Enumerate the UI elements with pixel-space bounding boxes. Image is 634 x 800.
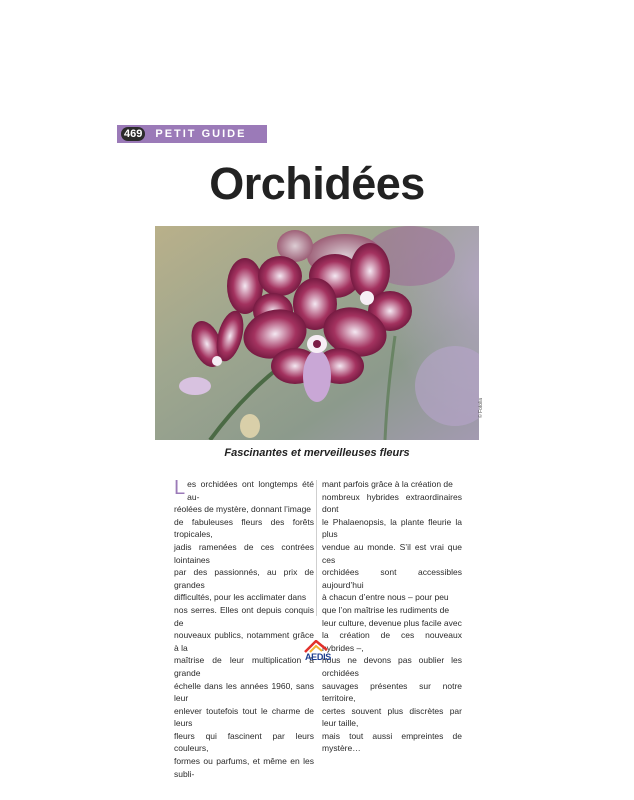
col1-line: jadis ramenées de ces contrées lointaines (174, 541, 314, 565)
col2-line: mant parfois grâce à la création de (322, 479, 453, 489)
col1-line: enlever toutefois tout le charme de leurs (174, 705, 314, 729)
col1-line: réolées de mystère, donnant l’image (174, 504, 312, 515)
page-title: Orchidées (209, 158, 425, 209)
col1-line: formes ou parfums, et même en les subli- (174, 756, 314, 779)
col2-line: à chacun d’entre nous – pour peu (322, 592, 449, 603)
col2-line: orchidées sont accessibles aujourd’hui (322, 567, 462, 590)
col2-line: nombreux hybrides extraordinaires dont (322, 491, 462, 515)
col2-line: la création de ces nouveaux hybrides –, (322, 630, 462, 653)
col1-line: difficultés, pour les acclimater dans (174, 592, 307, 603)
col2-line: sauvages présentes sur notre territoire, (322, 680, 462, 704)
col2-line: certes souvent plus discrètes par leur taille, (322, 705, 462, 729)
series-number-badge: 469 (121, 127, 145, 141)
col1-line: échelle dans les années 1960, sans leur (174, 680, 314, 704)
col1-line: fleurs qui fascinent par leurs couleurs, (174, 730, 314, 754)
photo-credit: © Fotolia (478, 397, 484, 418)
series-header-bar (117, 125, 267, 143)
col2-line: nous ne devons pas oublier les orchidées (322, 655, 462, 678)
col2-line: vendue au monde. S’il est vrai que ces (322, 541, 462, 565)
col1-line: de fabuleuses fleurs des forêts tropicales, (174, 516, 314, 540)
drop-cap: L (174, 477, 186, 499)
publisher-logo (302, 640, 334, 662)
col1-line: nouveaux publics, notamment grâce à la (174, 630, 314, 653)
body-column-1 (174, 478, 314, 780)
col1-line: par des passionnés, au prix de grandes (174, 567, 314, 590)
col2-line: leur culture, devenue plus facile avec (322, 617, 462, 628)
column-divider (316, 480, 317, 616)
orchid-photo (155, 226, 479, 440)
publisher-logo-text: AEDIS (304, 652, 331, 662)
col2-line: mais tout aussi empreintes de mystère… (322, 730, 462, 754)
body-column-2 (322, 478, 462, 755)
col1-line: maîtrise de leur multiplication à grande (174, 655, 314, 678)
col2-line: que l’on maîtrise les rudiments de (322, 604, 450, 615)
series-label: PETIT GUIDE (155, 128, 247, 140)
col1-line: es orchidées ont longtemps été au- (187, 479, 314, 502)
col2-line: le Phalaenopsis, la plante fleurie la plus (322, 516, 462, 540)
col1-line: nos serres. Elles ont depuis conquis de (174, 604, 314, 628)
photo-caption: Fascinantes et merveilleuses fleurs (224, 447, 410, 459)
